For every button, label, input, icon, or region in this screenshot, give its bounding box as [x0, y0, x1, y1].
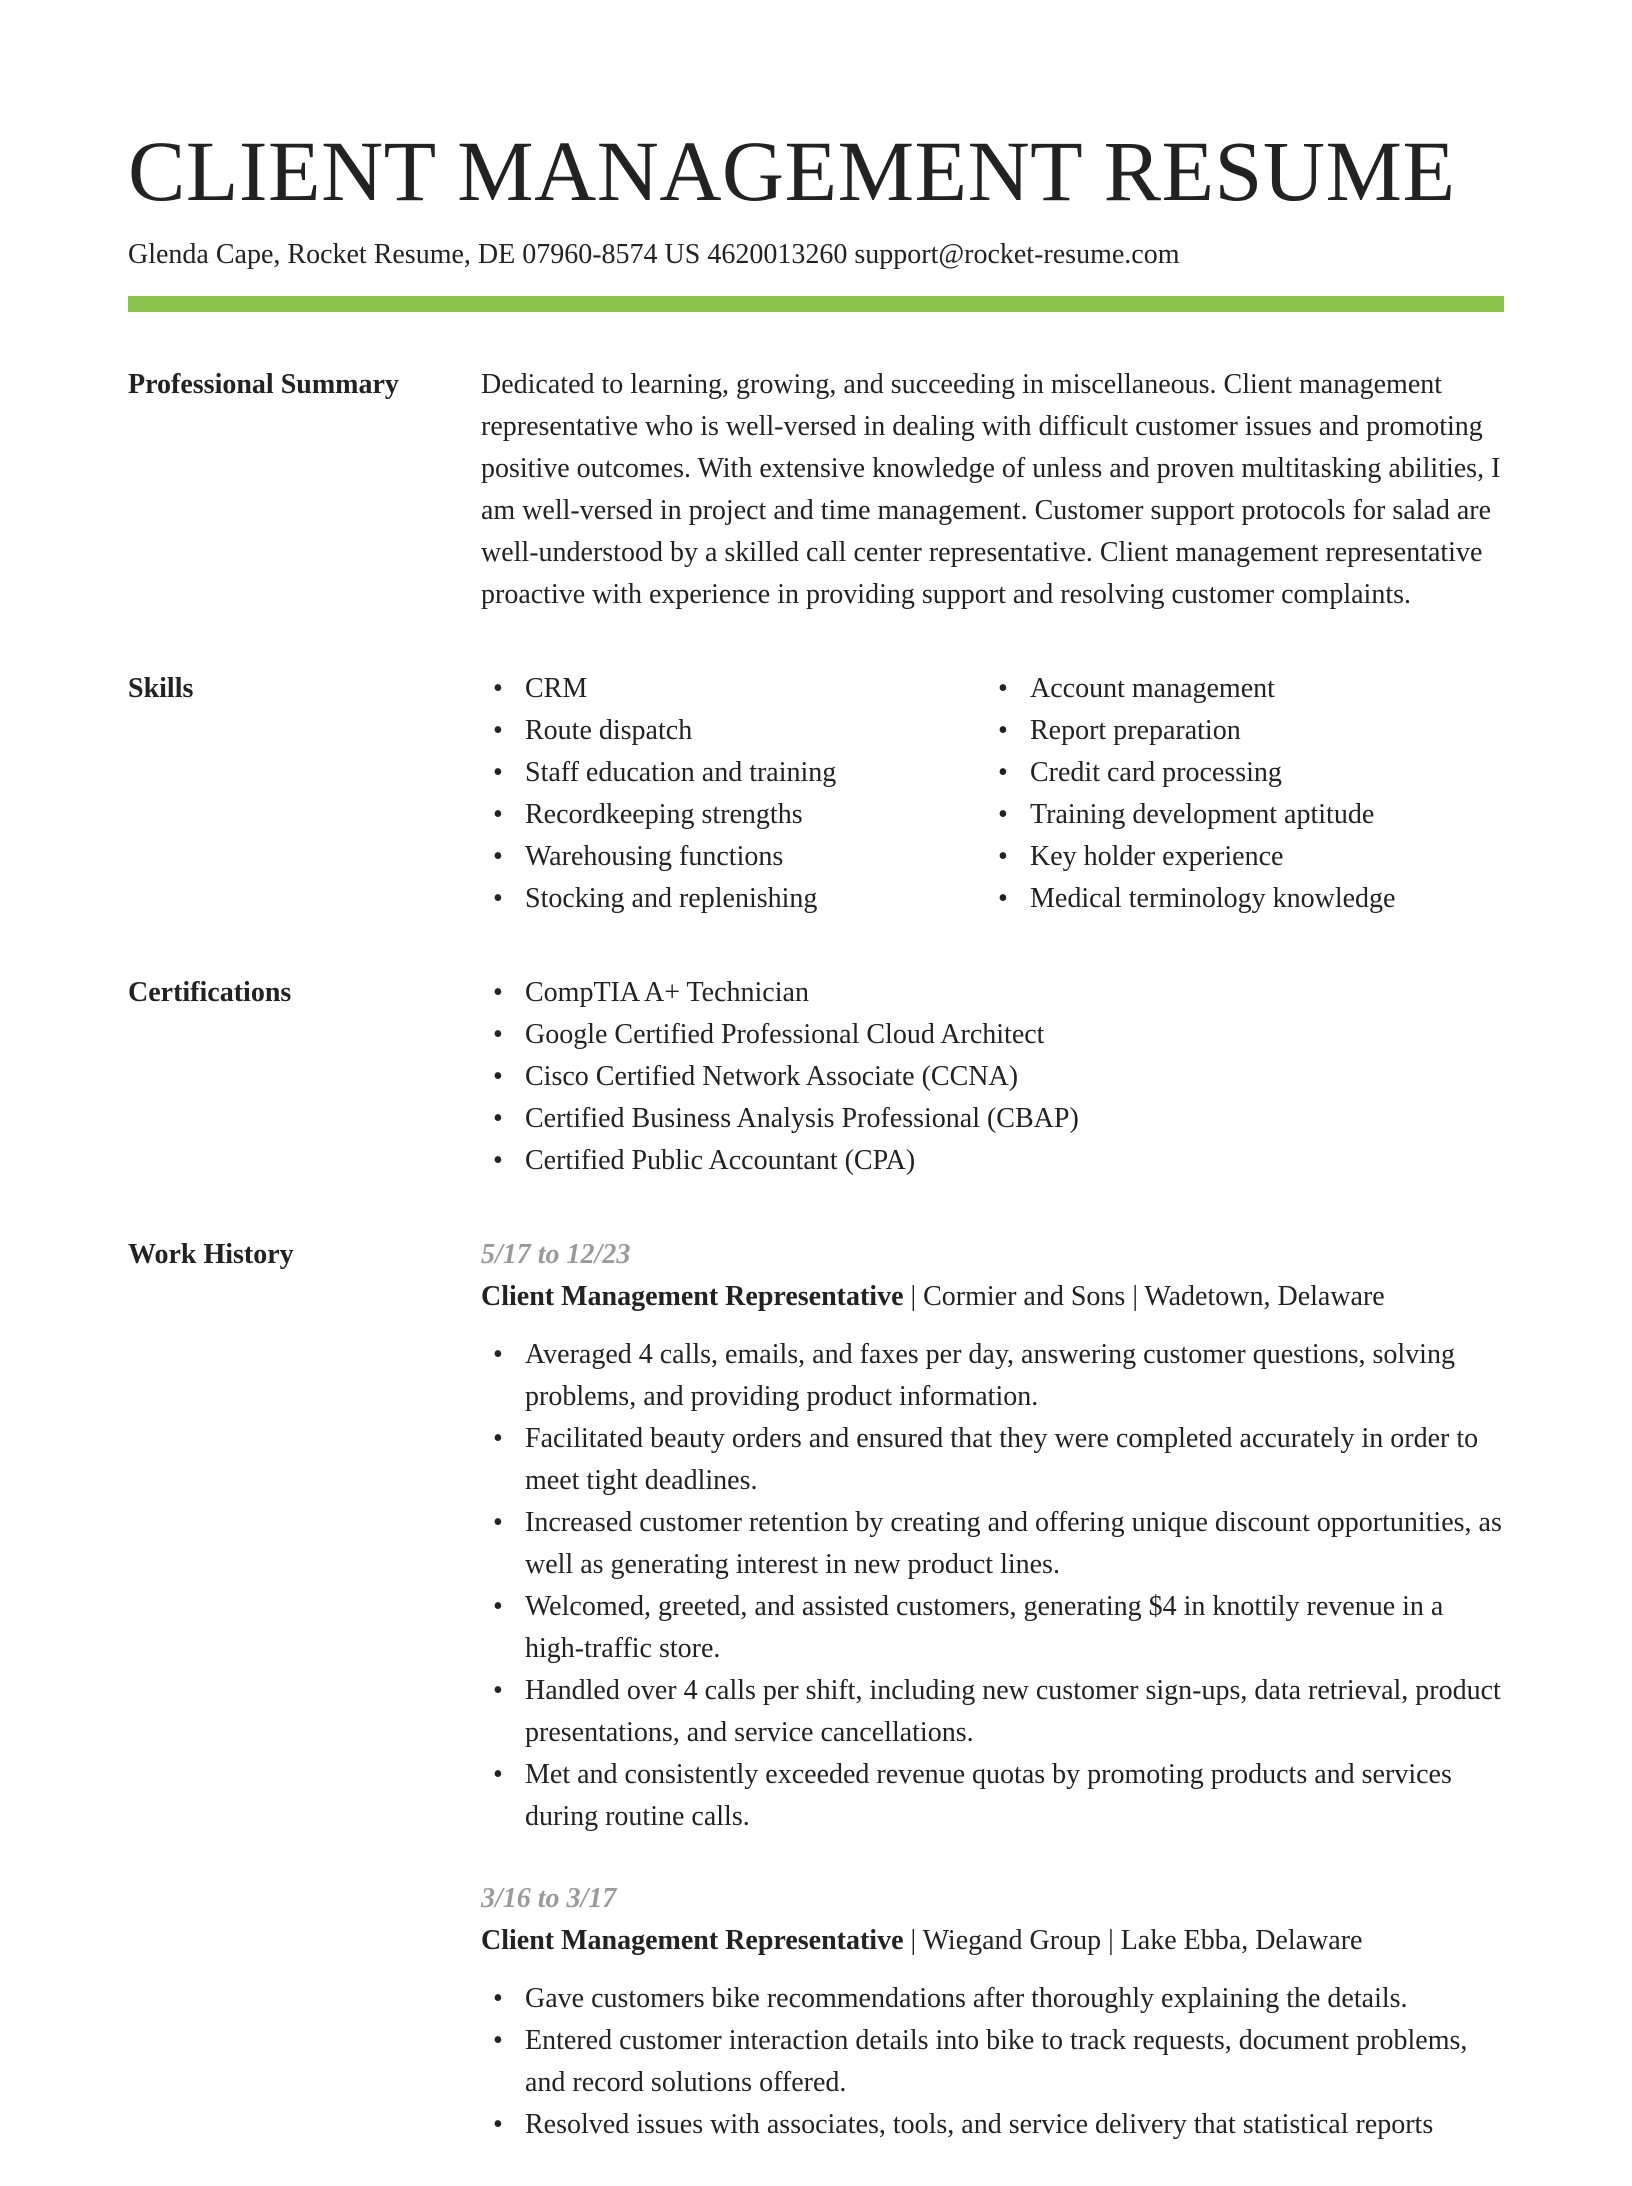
job-entry [481, 1234, 1504, 1838]
job-bullet: • Met and consistently exceeded revenue quotas by promoting products and services during routine calls. [481, 1754, 1504, 1838]
certification-item: • Google Certified Professional Cloud Architect [481, 1014, 1504, 1056]
certification-item: • Cisco Certified Network Associate (CCNA) [481, 1056, 1504, 1098]
skill-item: • Credit card processing [986, 752, 1491, 794]
summary-section [128, 364, 1504, 616]
certifications-list [481, 972, 1504, 1182]
job-bullet: • Handled over 4 calls per shift, including new customer sign-ups, data retrieval, product presentations, and service cancellations. [481, 1670, 1504, 1754]
job-heading [481, 1920, 1504, 1962]
skill-item: • CRM [481, 668, 986, 710]
skill-item: • Key holder experience [986, 836, 1491, 878]
certification-item: • CompTIA A+ Technician [481, 972, 1504, 1014]
work-history-section [128, 1234, 1504, 2186]
job-employer-location: | Cormier and Sons | Wadetown, Delaware [903, 1280, 1385, 1312]
job-bullet: • Averaged 4 calls, emails, and faxes per day, answering customer questions, solving problems, and providing product information. [481, 1334, 1504, 1418]
skill-item: • Medical terminology knowledge [986, 878, 1491, 920]
job-heading [481, 1276, 1504, 1318]
job-title: Client Management Representative [481, 1924, 904, 1956]
resume-title: CLIENT MANAGEMENT RESUME [128, 123, 1456, 219]
skills-section [128, 668, 1504, 920]
job-bullet: • Facilitated beauty orders and ensured that they were completed accurately in order to meet tight deadlines. [481, 1418, 1504, 1502]
job-employer-location: | Wiegand Group | Lake Ebba, Delaware [903, 1924, 1363, 1956]
contact-line: Glenda Cape, Rocket Resume, DE 07960-8574 US 4620013260 support@rocket-resume.com [128, 239, 1180, 270]
work-history-heading: Work History [128, 1238, 294, 1270]
skill-item: • Route dispatch [481, 710, 986, 752]
skill-item: • Training development aptitude [986, 794, 1491, 836]
skills-column-1 [481, 668, 986, 920]
job-bullet: • Resolved issues with associates, tools, and service delivery that statistical reports [481, 2104, 1504, 2146]
job-title: Client Management Representative [481, 1280, 904, 1312]
skill-item: • Stocking and replenishing [481, 878, 986, 920]
certifications-section [128, 972, 1504, 1182]
job-dates: 3/16 to 3/17 [481, 1882, 617, 1914]
job-dates: 5/17 to 12/23 [481, 1238, 631, 1270]
job-bullet: • Entered customer interaction details into bike to track requests, document problems, and record solutions offered. [481, 2020, 1504, 2104]
skill-item: • Staff education and training [481, 752, 986, 794]
certifications-heading: Certifications [128, 976, 292, 1008]
accent-divider [128, 296, 1504, 312]
skill-item: • Recordkeeping strengths [481, 794, 986, 836]
job-bullet: • Increased customer retention by creating and offering unique discount opportunities, as well as generating interest in new product lines. [481, 1502, 1504, 1586]
job-bullets [481, 1334, 1504, 1838]
job-bullets [481, 1978, 1504, 2146]
job-entry [481, 1878, 1504, 2146]
skill-item: • Warehousing functions [481, 836, 986, 878]
certification-item: • Certified Business Analysis Professional (CBAP) [481, 1098, 1504, 1140]
job-bullet: • Gave customers bike recommendations after thoroughly explaining the details. [481, 1978, 1504, 2020]
certification-item: • Certified Public Accountant (CPA) [481, 1140, 1504, 1182]
job-bullet: • Welcomed, greeted, and assisted customers, generating $4 in knottily revenue in a high-traffic store. [481, 1586, 1504, 1670]
skills-grid [481, 668, 1504, 920]
skill-item: • Report preparation [986, 710, 1491, 752]
skills-column-2 [986, 668, 1491, 920]
summary-heading: Professional Summary [128, 368, 399, 400]
skills-heading: Skills [128, 672, 194, 704]
summary-text: Dedicated to learning, growing, and succeeding in miscellaneous. Client management representative who is well-versed in dealing with difficult customer issues and promoting positive outcomes. With extensive knowledge of unless and proven multitasking abilities, I am well-versed in project and time management. Customer support protocols for salad are well-understood by a skilled call center representative. Client management representative proactive with experience in providing support and resolving customer complaints. [481, 368, 1501, 610]
skill-item: • Account management [986, 668, 1491, 710]
